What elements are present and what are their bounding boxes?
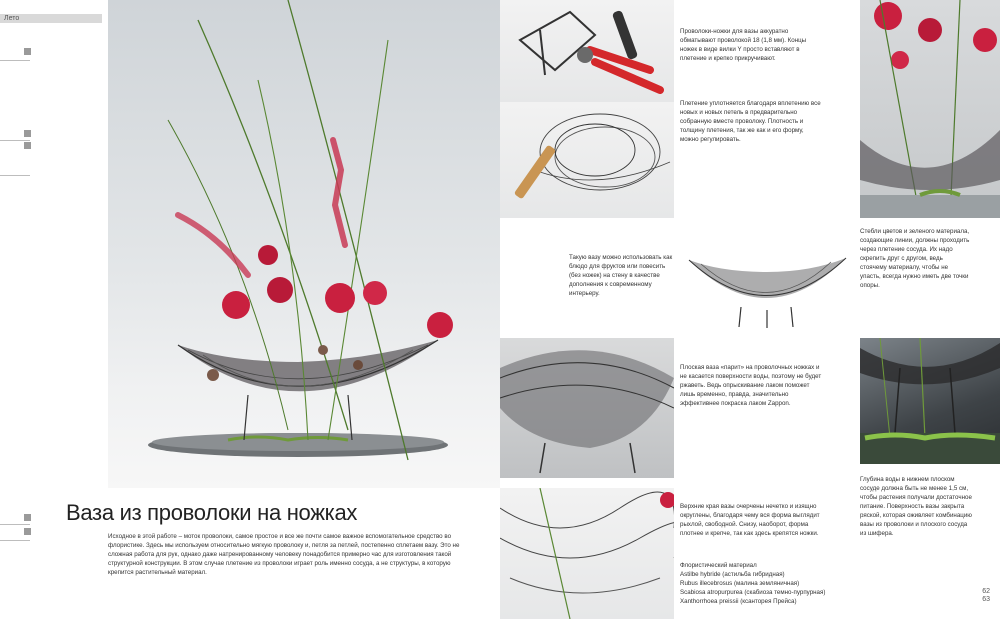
caption-legs: Проволоки-ножки для вазы аккуратно обматывают проволокой 18 (1,8 мм). Концы ножек в виде вилки Y просто вставляют в плетение и крепко прикручивают.	[680, 28, 807, 62]
pliers-illustration	[500, 0, 674, 102]
section-tab	[0, 14, 102, 23]
page-number-left: 62	[982, 588, 990, 595]
wire-ball-illustration	[500, 102, 674, 218]
caption-weaving: Плетение уплотняется благодаря вплетению все новых и новых петель в предварительно собранную вместе проволоку. Плотность и толщину плетения, так же как и его форму, можно регулировать.	[680, 100, 821, 143]
photo-pliers-wire	[500, 0, 674, 102]
caption-floating: Плоская ваза «парит» на проволочных ножках и не касается поверхности воды, поэтому не будет ржаветь. Ведь опрыскивание лаком поможет лишь временно, правда, значительно эффективнее покраска лаком Zappon.	[680, 364, 822, 407]
material-item: Xanthorrhoea preissii (ксанторея Прейса)	[680, 597, 797, 605]
flowers-top-illustration	[860, 0, 1000, 218]
material-item: Astilbe hybride (астильба гибридная)	[680, 570, 785, 578]
margin-rule	[0, 60, 30, 61]
margin-marker	[24, 130, 31, 137]
wire-rim-illustration	[500, 488, 674, 619]
caption-fruit-bowl: Такую вазу можно использовать как блюдо для фруктов или повесить (без ножек) на стену в качестве дополнения к современному интерьеру.	[569, 254, 673, 297]
water-surface-illustration	[860, 338, 1000, 464]
photo-water-surface	[860, 338, 1000, 464]
caption-rim: Верхние края вазы очерчены нечетко и изящно округлены, благодаря чему вся форма выглядит рыхлой, свободной. Снизу, наоборот, форма плотнее и крепче, так как здесь крепятся ножки.	[680, 503, 820, 537]
photo-wire-rim	[500, 488, 674, 619]
caption-water-depth: Глубина воды в нижнем плоском сосуде должна быть не менее 1,5 см, чтобы растения получали достаточное питание. Поверхность вазы закрыта ряской, которая оживляет комбинацию вазы из проволоки и плоского сосуда из шифера.	[860, 476, 972, 537]
margin-rule	[0, 175, 30, 176]
photo-wire-bowl	[681, 232, 854, 332]
wire-bowl-illustration	[681, 232, 854, 332]
photo-wire-ball	[500, 102, 674, 218]
page-number-right: 63	[982, 596, 990, 604]
hero-illustration	[108, 0, 500, 488]
materials-list	[680, 562, 840, 607]
margin-marker	[24, 514, 31, 521]
page-numbers	[960, 588, 990, 605]
margin-marker	[24, 48, 31, 55]
caption-stems: Стебли цветов и зеленого материала, создающие линии, должны проходить через плетение сосуда. Их надо скрепить друг с другом, ведь стоячему материалу, чтобы не упасть, всегда нужно иметь две точки опоры.	[860, 228, 970, 289]
margin-marker	[24, 528, 31, 535]
margin-rule	[0, 540, 30, 541]
intro-text: Исходное в этой работе – моток проволоки, самое простое и все же почти самое важное вспомогательное средство во флористике. Здесь мы используем относительно мягкую проволоку и, петля за петлей, постепенно сплетаем вазу. Это не сложная работа для рук, однако даже натренированному человеку понадобится примерно час для изготовления такой структурной конструкции. В этом случае плетение из проволоки играет роль именно сосуда, а не структуры, в которую крепится растительный материал.	[108, 533, 460, 576]
margin-rule	[0, 524, 30, 525]
materials-heading: Флористический материал	[680, 562, 757, 569]
section-tab-label: Лето	[4, 15, 20, 22]
hero-photo-wire-vase	[108, 0, 500, 488]
photo-flowers-top	[860, 0, 1000, 218]
page-title: Ваза из проволоки на ножках	[66, 500, 358, 525]
wire-detail-illustration	[500, 338, 674, 478]
material-item: Scabiosa atropurpurea (скабиоза темно-пурпурная)	[680, 588, 826, 596]
material-item: Rubus illecebrosus (малина земляничная)	[680, 579, 800, 587]
photo-wire-detail	[500, 338, 674, 478]
margin-rule	[0, 140, 30, 141]
margin-marker	[24, 142, 31, 149]
